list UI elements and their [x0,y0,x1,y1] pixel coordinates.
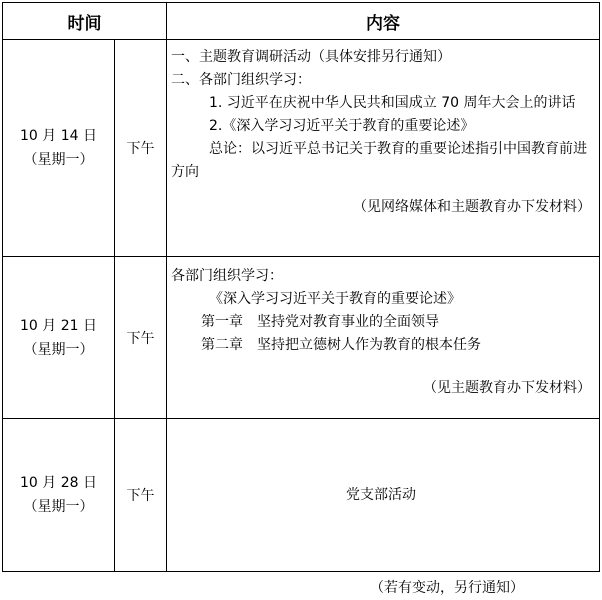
content-cell [167,256,600,419]
content-line: 总论：以习近平总书记关于教育的重要论述指引中国教育前进方向 [171,141,587,181]
header-row [3,3,600,40]
date-text: 10 月 21 日 [20,317,97,334]
content-line: 二、各部门组织学习： [171,72,311,89]
date-text: 10 月 28 日 [20,475,97,492]
content-line: 一、主题教育调研活动（具体安排另行通知） [171,49,451,66]
weekday-text: （星期一） [23,499,94,516]
date-cell [3,419,115,572]
date-cell [3,256,115,419]
content-line: 《深入学习习近平关于教育的重要论述》 [209,290,461,307]
header-time: 时间 [3,3,167,40]
content-line: 各部门组织学习： [171,267,283,284]
content-cell [167,40,600,257]
period-cell: 下午 [115,256,167,419]
spacer [171,184,591,196]
header-content: 内容 [167,3,600,40]
date-text: 10 月 14 日 [20,128,97,144]
content-note: （见主题教育办下发材料） [423,379,591,396]
weekday-text: （星期一） [23,152,94,168]
table-row [3,256,600,419]
footer-note: （若有变动，另行通知） [370,580,524,596]
table-row [3,419,600,572]
content-line: 2.《深入学习习近平关于教育的重要论述》 [209,118,475,135]
period-cell: 下午 [115,419,167,572]
content-note: （见网络媒体和主题教育办下发材料） [353,199,591,216]
date-cell [3,40,115,257]
weekday-text: （星期一） [23,341,94,358]
spacer [171,357,591,377]
table-row [3,40,600,257]
content-line: 1. 习近平在庆祝中华人民共和国成立 70 周年大会上的讲话 [209,95,576,112]
period-cell: 下午 [115,40,167,257]
activity-cell: 党支部活动 [167,419,600,572]
content-line: 第一章 坚持党对教育事业的全面领导 [201,313,439,330]
schedule-table [2,2,600,572]
content-line: 第二章 坚持把立德树人作为教育的根本任务 [201,336,481,353]
